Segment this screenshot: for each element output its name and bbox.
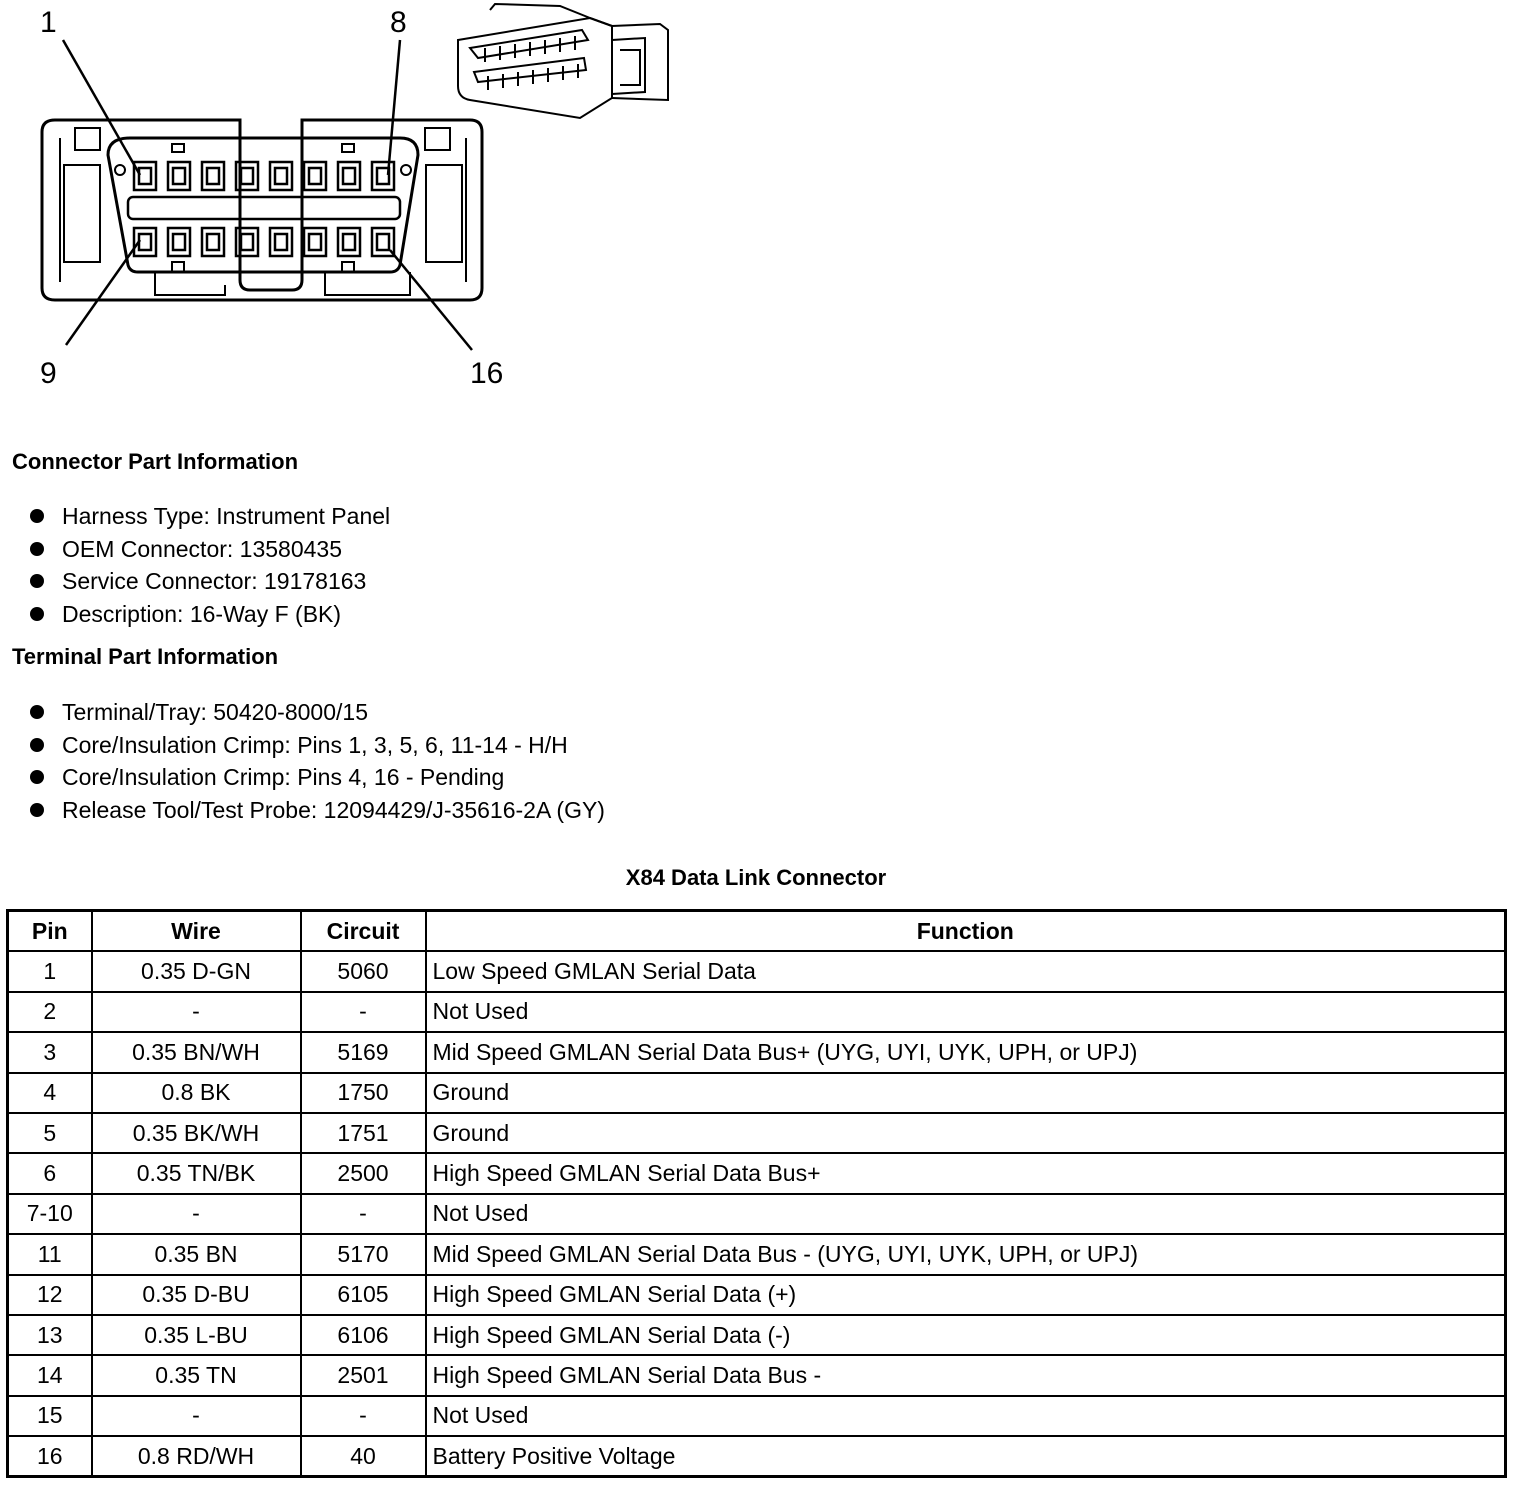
cell-pin: 12 bbox=[8, 1275, 92, 1315]
list-item: Service Connector: 19178163 bbox=[30, 565, 390, 598]
cell-function: Not Used bbox=[426, 1396, 1506, 1436]
cell-wire: 0.35 D-GN bbox=[92, 951, 301, 991]
pin-cavities bbox=[134, 144, 394, 272]
list-item: OEM Connector: 13580435 bbox=[30, 533, 390, 566]
table-row bbox=[8, 1275, 1506, 1315]
cell-circuit: 6105 bbox=[301, 1275, 426, 1315]
header-circuit: Circuit bbox=[301, 911, 426, 952]
connector-3d-thumbnail bbox=[458, 4, 668, 118]
table-row bbox=[8, 1113, 1506, 1153]
table-row bbox=[8, 1436, 1506, 1477]
cell-circuit: 2501 bbox=[301, 1355, 426, 1395]
cell-pin: 14 bbox=[8, 1355, 92, 1395]
list-item: Description: 16-Way F (BK) bbox=[30, 598, 390, 631]
cell-circuit: 40 bbox=[301, 1436, 426, 1477]
list-item: Terminal/Tray: 50420-8000/15 bbox=[30, 696, 605, 729]
cell-pin: 7-10 bbox=[8, 1194, 92, 1234]
table-row bbox=[8, 1315, 1506, 1355]
cell-function: Ground bbox=[426, 1113, 1506, 1153]
table-row bbox=[8, 1032, 1506, 1072]
table-row bbox=[8, 1355, 1506, 1395]
header-function: Function bbox=[426, 911, 1506, 952]
cell-wire: - bbox=[92, 1194, 301, 1234]
cell-function: Mid Speed GMLAN Serial Data Bus - (UYG, UYI, UYK, UPH, or UPJ) bbox=[426, 1234, 1506, 1274]
pin-label-16: 16 bbox=[470, 357, 504, 390]
cell-circuit: 1750 bbox=[301, 1073, 426, 1113]
terminal-info-list bbox=[30, 696, 605, 827]
cell-circuit: 5169 bbox=[301, 1032, 426, 1072]
pinout-table bbox=[6, 909, 1507, 1478]
list-item: Harness Type: Instrument Panel bbox=[30, 500, 390, 533]
table-title: X84 Data Link Connector bbox=[625, 865, 887, 890]
cell-circuit: 1751 bbox=[301, 1113, 426, 1153]
cell-wire: - bbox=[92, 1396, 301, 1436]
table-row bbox=[8, 951, 1506, 991]
cell-circuit: - bbox=[301, 1194, 426, 1234]
cell-function: High Speed GMLAN Serial Data Bus - bbox=[426, 1355, 1506, 1395]
cell-circuit: 6106 bbox=[301, 1315, 426, 1355]
header-pin: Pin bbox=[8, 911, 92, 952]
terminal-info-title: Terminal Part Information bbox=[12, 644, 279, 669]
cell-wire: 0.35 TN bbox=[92, 1355, 301, 1395]
list-item: Core/Insulation Crimp: Pins 4, 16 - Pending bbox=[30, 761, 605, 794]
connector-diagram bbox=[0, 0, 700, 400]
list-item: Release Tool/Test Probe: 12094429/J-35616-2A (GY) bbox=[30, 794, 605, 827]
connector-info-title: Connector Part Information bbox=[12, 449, 299, 474]
table-header-row bbox=[8, 911, 1506, 952]
cell-wire: 0.35 TN/BK bbox=[92, 1153, 301, 1193]
table-row bbox=[8, 1194, 1506, 1234]
pin-label-8: 8 bbox=[390, 6, 407, 39]
cell-function: Battery Positive Voltage bbox=[426, 1436, 1506, 1477]
cell-pin: 13 bbox=[8, 1315, 92, 1355]
cell-pin: 4 bbox=[8, 1073, 92, 1113]
cell-pin: 1 bbox=[8, 951, 92, 991]
cell-pin: 15 bbox=[8, 1396, 92, 1436]
cell-wire: 0.35 BK/WH bbox=[92, 1113, 301, 1153]
table-row bbox=[8, 1396, 1506, 1436]
table-row bbox=[8, 1234, 1506, 1274]
table-row bbox=[8, 1153, 1506, 1193]
connector-info-list bbox=[30, 500, 390, 631]
pin-label-1: 1 bbox=[40, 6, 57, 39]
cell-circuit: 2500 bbox=[301, 1153, 426, 1193]
cell-wire: 0.35 BN/WH bbox=[92, 1032, 301, 1072]
cell-circuit: - bbox=[301, 1396, 426, 1436]
cell-function: Low Speed GMLAN Serial Data bbox=[426, 951, 1506, 991]
cell-wire: 0.35 L-BU bbox=[92, 1315, 301, 1355]
cell-function: Not Used bbox=[426, 1194, 1506, 1234]
cell-function: High Speed GMLAN Serial Data Bus+ bbox=[426, 1153, 1506, 1193]
cell-wire: 0.8 RD/WH bbox=[92, 1436, 301, 1477]
cell-pin: 16 bbox=[8, 1436, 92, 1477]
list-item: Core/Insulation Crimp: Pins 1, 3, 5, 6, 11-14 - H/H bbox=[30, 729, 605, 762]
cell-pin: 5 bbox=[8, 1113, 92, 1153]
cell-function: High Speed GMLAN Serial Data (-) bbox=[426, 1315, 1506, 1355]
cell-wire: - bbox=[92, 992, 301, 1032]
table-row bbox=[8, 1073, 1506, 1113]
cell-wire: 0.35 D-BU bbox=[92, 1275, 301, 1315]
cell-circuit: 5170 bbox=[301, 1234, 426, 1274]
cell-function: High Speed GMLAN Serial Data (+) bbox=[426, 1275, 1506, 1315]
cell-wire: 0.35 BN bbox=[92, 1234, 301, 1274]
header-wire: Wire bbox=[92, 911, 301, 952]
cell-circuit: - bbox=[301, 992, 426, 1032]
table-row bbox=[8, 992, 1506, 1032]
cell-circuit: 5060 bbox=[301, 951, 426, 991]
cell-pin: 3 bbox=[8, 1032, 92, 1072]
cell-pin: 6 bbox=[8, 1153, 92, 1193]
cell-function: Ground bbox=[426, 1073, 1506, 1113]
cell-pin: 2 bbox=[8, 992, 92, 1032]
cell-wire: 0.8 BK bbox=[92, 1073, 301, 1113]
pin-label-9: 9 bbox=[40, 357, 57, 390]
connector-face bbox=[42, 120, 482, 300]
cell-pin: 11 bbox=[8, 1234, 92, 1274]
cell-function: Mid Speed GMLAN Serial Data Bus+ (UYG, UYI, UYK, UPH, or UPJ) bbox=[426, 1032, 1506, 1072]
cell-function: Not Used bbox=[426, 992, 1506, 1032]
